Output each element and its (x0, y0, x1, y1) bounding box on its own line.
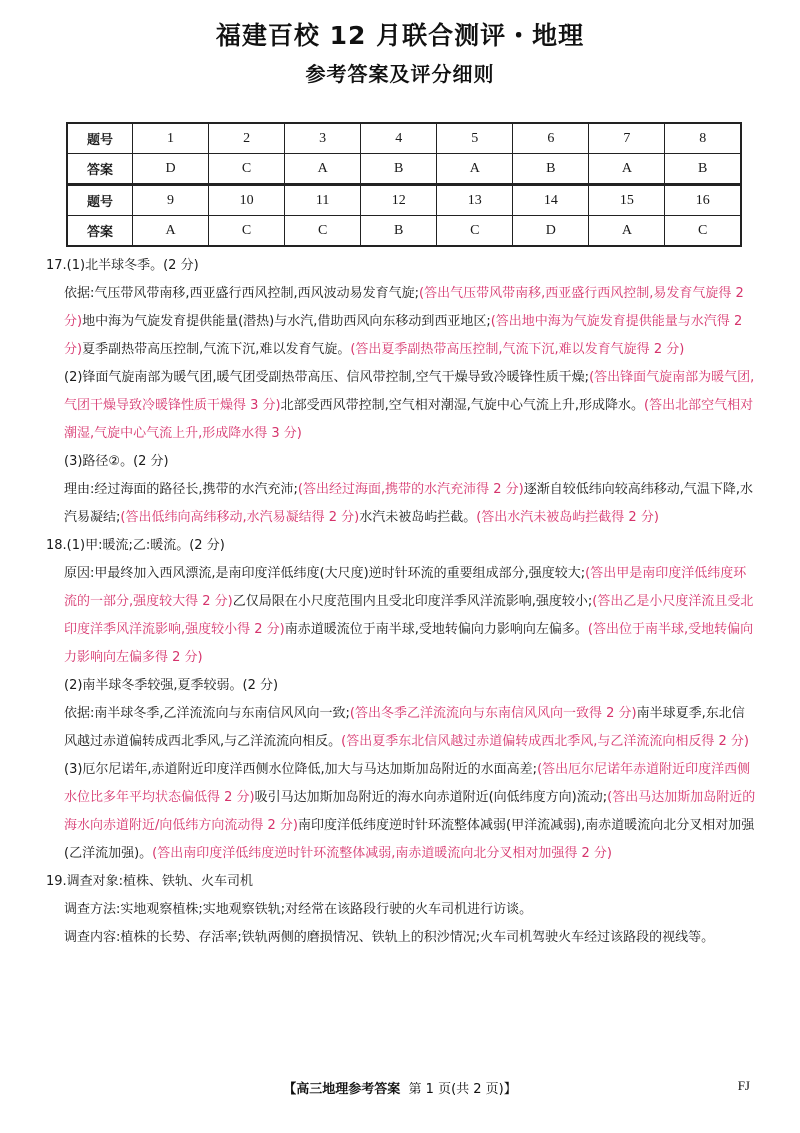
answer-table-1 (66, 122, 742, 185)
q17-part2-answer (46, 364, 756, 448)
footer-label: 【高三地理参考答案 (283, 1082, 401, 1097)
answer-table-2 (66, 184, 742, 247)
answer-cell: C (437, 216, 513, 247)
answer-cell: A (589, 154, 665, 185)
answer-cell: B (665, 154, 741, 185)
answer-label-cell: 答案 (67, 154, 133, 185)
q18-part1-answer: 18.(1)甲:暖流;乙:暖流。(2 分) (46, 538, 225, 553)
number-cell: 16 (665, 185, 741, 216)
answer-text: 夏季副热带高压控制,气流下沉,难以发育气旋。 (82, 342, 351, 357)
footer-page-number: 第 1 页(共 2 页)】 (408, 1082, 517, 1097)
scoring-note: (答出锋面气旋南部为暖气团,气团干燥导致冷暖锋性质干燥得 3 分) (64, 370, 755, 413)
q18-part2-answer: (2)南半球冬季较强,夏季较弱。(2 分) (64, 678, 279, 693)
footer-region-code: FJ (737, 1078, 750, 1093)
answer-cell: A (285, 154, 361, 185)
answer-text: 依据:南半球冬季,乙洋流流向与东南信风风向一致; (64, 706, 350, 721)
scoring-note: (答出南印度洋低纬度逆时针环流整体减弱,南赤道暖流向北分叉相对加强得 2 分) (152, 846, 612, 861)
answer-cell: A (589, 216, 665, 247)
number-cell: 9 (133, 185, 209, 216)
answer-text: 逐渐自较低纬向较高纬移动,气温下降,水汽易凝结; (64, 482, 753, 525)
number-cell: 11 (285, 185, 361, 216)
answer-text: 依据:气压带风带南移,西亚盛行西风控制,西风波动易发育气旋; (64, 286, 420, 301)
answer-content (46, 252, 756, 952)
table-row-numbers (67, 185, 741, 216)
page-title: 福建百校 12 月联合测评・地理 (215, 21, 585, 50)
number-cell: 12 (361, 185, 437, 216)
table-row-answers (67, 216, 741, 247)
scoring-note: (答出厄尔尼诺年赤道附近印度洋西侧水位比多年平均状态偏低得 2 分) (64, 762, 751, 805)
number-cell: 7 (589, 123, 665, 154)
answer-cell: A (437, 154, 513, 185)
scoring-note: (答出位于南半球,受地转偏向力影响向左偏多得 2 分) (64, 622, 754, 665)
number-cell: 13 (437, 185, 513, 216)
scoring-note: (答出夏季东北信风越过赤道偏转成西北季风,与乙洋流流向相反得 2 分) (341, 734, 749, 749)
page-subtitle: 参考答案及评分细则 (305, 62, 495, 86)
q17-part1-basis (46, 280, 756, 364)
answer-text: 理由:经过海面的路径长,携带的水汽充沛; (64, 482, 298, 497)
scoring-note: (答出夏季副热带高压控制,气流下沉,难以发育气旋得 2 分) (350, 342, 685, 357)
answer-cell: B (361, 154, 437, 185)
number-cell: 15 (589, 185, 665, 216)
q19-methods: 调查方法:实地观察植株;实地观察铁轨;对经常在该路段行驶的火车司机进行访谈。 (64, 902, 533, 917)
q17-part1-answer: 17.(1)北半球冬季。(2 分) (46, 258, 199, 273)
answer-text: 吸引马达加斯加岛附近的海水向赤道附近(向低纬度方向)流动; (254, 790, 608, 805)
q18-part3-answer (46, 756, 756, 868)
answer-text: (2)锋面气旋南部为暖气团,暖气团受副热带高压、信风带控制,空气干燥导致冷暖锋性质干燥; (64, 370, 590, 385)
scoring-note: (答出气压带风带南移,西亚盛行西风控制,易发育气旋得 2 分) (64, 286, 744, 329)
scoring-note: (答出冬季乙洋流流向与东南信风风向一致得 2 分) (349, 706, 637, 721)
scoring-note: (答出水汽未被岛屿拦截得 2 分) (476, 510, 659, 525)
answer-text: 原因:甲最终加入西风漂流,是南印度洋低纬度(大尺度)逆时针环流的重要组成部分,强度较大; (64, 566, 586, 581)
number-cell: 6 (513, 123, 589, 154)
answer-label-cell: 答案 (67, 216, 133, 247)
answer-text: 北部受西风带控制,空气相对潮湿,气旋中心气流上升,形成降水。 (280, 398, 645, 413)
number-cell: 8 (665, 123, 741, 154)
scoring-note: (答出北部空气相对潮湿,气旋中心气流上升,形成降水得 3 分) (64, 398, 754, 441)
table-row-numbers (67, 123, 741, 154)
number-cell: 10 (209, 185, 285, 216)
answer-cell: D (133, 154, 209, 185)
scoring-note: (答出甲是南印度洋低纬度环流的一部分,强度较大得 2 分) (64, 566, 747, 609)
answer-cell: C (285, 216, 361, 247)
number-cell: 4 (361, 123, 437, 154)
q19-subjects: 19.调查对象:植株、铁轨、火车司机 (46, 874, 254, 889)
number-cell: 1 (133, 123, 209, 154)
header-cell: 题号 (67, 185, 133, 216)
answer-cell: B (513, 154, 589, 185)
header-cell: 题号 (67, 123, 133, 154)
q17-part3-reason (46, 476, 756, 532)
table-row-answers (67, 154, 741, 185)
answer-cell: C (209, 154, 285, 185)
answer-text: 南印度洋低纬度逆时针环流整体减弱(甲洋流减弱),南赤道暖流向北分叉相对加强(乙洋流加强)。 (64, 818, 755, 861)
q19-contents: 调查内容:植株的长势、存活率;铁轨两侧的磨损情况、铁轨上的积沙情况;火车司机驾驶火车经过该路段的视线等。 (64, 930, 715, 945)
number-cell: 14 (513, 185, 589, 216)
answer-text: 地中海为气旋发育提供能量(潜热)与水汽,借助西风向东移动到西亚地区; (82, 314, 491, 329)
q18-part2-basis (46, 700, 756, 756)
answer-text: 乙仅局限在小尺度范围内且受北印度洋季风洋流影响,强度较小; (232, 594, 593, 609)
answer-cell: D (513, 216, 589, 247)
scoring-note: (答出经过海面,携带的水汽充沛得 2 分) (297, 482, 524, 497)
answer-text: 水汽未被岛屿拦截。 (359, 510, 477, 525)
scoring-note: (答出乙是小尺度洋流且受北印度洋季风洋流影响,强度较小得 2 分) (64, 594, 754, 637)
scoring-note: (答出马达加斯加岛附近的海水向赤道附近/向低纬方向流动得 2 分) (64, 790, 756, 833)
answer-text: 南赤道暖流位于南半球,受地转偏向力影响向左偏多。 (284, 622, 588, 637)
answer-cell: C (665, 216, 741, 247)
number-cell: 3 (285, 123, 361, 154)
answer-text: 南半球夏季,东北信风越过赤道偏转成西北季风,与乙洋流流向相反。 (64, 706, 745, 749)
scoring-note: (答出地中海为气旋发育提供能量与水汽得 2 分) (64, 314, 743, 357)
answer-cell: C (209, 216, 285, 247)
number-cell: 2 (209, 123, 285, 154)
number-cell: 5 (437, 123, 513, 154)
answer-text: (3)厄尔尼诺年,赤道附近印度洋西侧水位降低,加大与马达加斯加岛附近的水面高差; (64, 762, 538, 777)
answer-cell: B (361, 216, 437, 247)
scoring-note: (答出低纬向高纬移动,水汽易凝结得 2 分) (120, 510, 360, 525)
page-footer (0, 1078, 800, 1097)
answer-cell: A (133, 216, 209, 247)
q18-part1-reason (46, 560, 756, 672)
q17-part3-answer: (3)路径②。(2 分) (64, 454, 169, 469)
